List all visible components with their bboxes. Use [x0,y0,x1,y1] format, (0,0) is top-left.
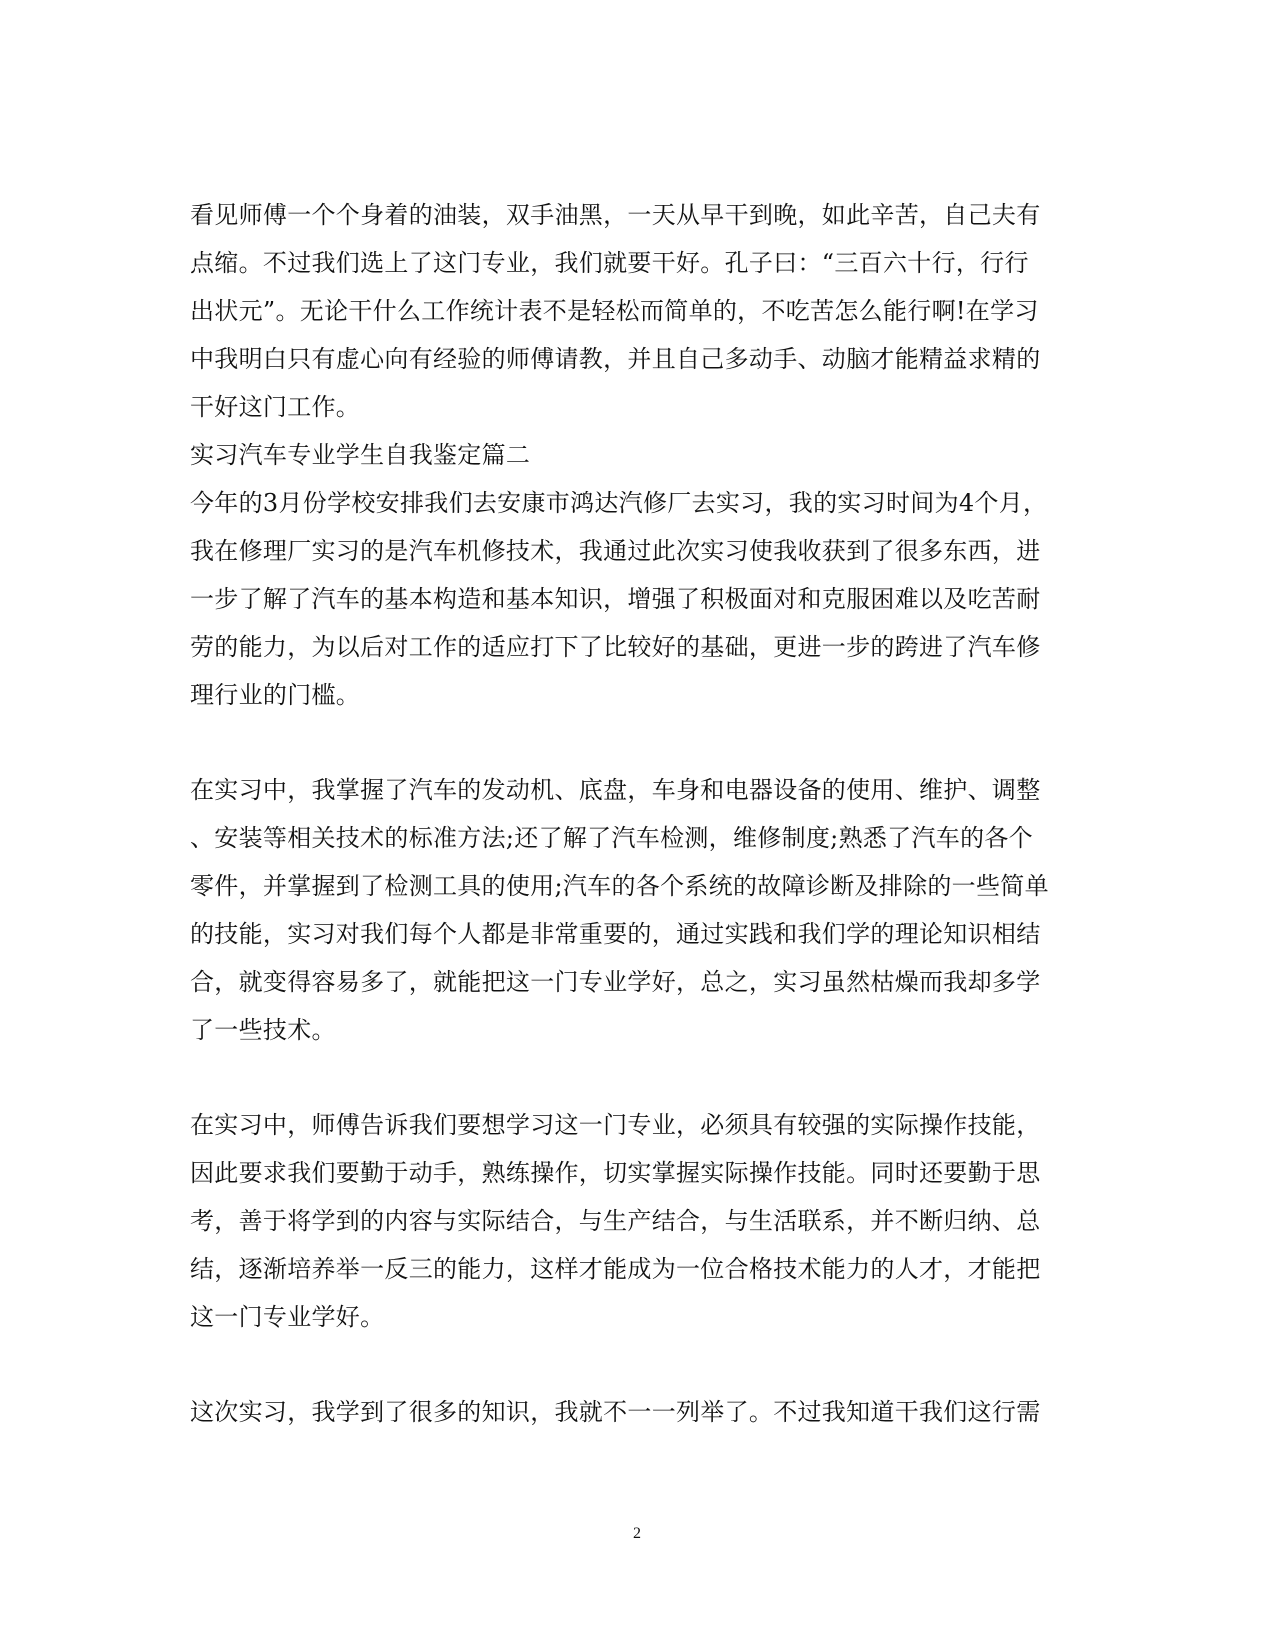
paragraph-3-line-6: 了一些技术。 [190,1016,336,1044]
paragraph-4-line-4: 结，逐渐培养举一反三的能力，这样才能成为一位合格技术能力的人才，才能把 [190,1255,1041,1283]
paragraph-2-line-4: 劳的能力，为以后对工作的适应打下了比较好的基础，更进一步的跨进了汽车修 [190,633,1041,661]
section-heading: 实习汽车专业学生自我鉴定篇二 [190,441,531,469]
paragraph-1-line-1: 看见师傅一个个身着的油装，双手油黑，一天从早干到晚，如此辛苦，自己夫有 [190,201,1041,229]
paragraph-2-line-3: 一步了解了汽车的基本构造和基本知识，增强了积极面对和克服困难以及吃苦耐 [190,585,1041,613]
paragraph-2-line-1: 今年的3月份学校安排我们去安康市鸿达汽修厂去实习，我的实习时间为4个月， [190,489,1048,517]
paragraph-4-line-2: 因此要求我们要勤于动手，熟练操作，切实掌握实际操作技能。同时还要勤于思 [190,1159,1041,1187]
paragraph-3-line-2: 、安装等相关技术的标准方法;还了解了汽车检测，维修制度;熟悉了汽车的各个 [190,824,1033,852]
paragraph-2-line-2: 我在修理厂实习的是汽车机修技术，我通过此次实习使我收获到了很多东西，进 [190,537,1041,565]
paragraph-2-line-5: 理行业的门槛。 [190,681,361,709]
paragraph-4-line-3: 考，善于将学到的内容与实际结合，与生产结合，与生活联系，并不断归纳、总 [190,1207,1041,1235]
paragraph-1-line-4: 中我明白只有虚心向有经验的师傅请教，并且自己多动手、动脑才能精益求精的 [190,345,1041,373]
paragraph-1-line-3: 出状元”。无论干什么工作统计表不是轻松而简单的，不吃苦怎么能行啊!在学习 [190,297,1039,325]
paragraph-1-line-5: 干好这门工作。 [190,393,361,421]
paragraph-5-line-1: 这次实习，我学到了很多的知识，我就不一一列举了。不过我知道干我们这行需 [190,1398,1041,1426]
paragraph-4-line-1: 在实习中，师傅告诉我们要想学习这一门专业，必须具有较强的实际操作技能， [190,1111,1041,1139]
paragraph-3-line-3: 零件，并掌握到了检测工具的使用;汽车的各个系统的故障诊断及排除的一些简单 [190,872,1049,900]
paragraph-3-line-5: 合，就变得容易多了，就能把这一门专业学好，总之，实习虽然枯燥而我却多学 [190,968,1041,996]
paragraph-4-line-5: 这一门专业学好。 [190,1303,385,1331]
paragraph-3-line-4: 的技能，实习对我们每个人都是非常重要的，通过实践和我们学的理论知识相结 [190,920,1041,948]
page-number: 2 [633,1525,641,1542]
paragraph-3-line-1: 在实习中，我掌握了汽车的发动机、底盘，车身和电器设备的使用、维护、调整 [190,776,1041,804]
paragraph-1-line-2: 点缩。不过我们选上了这门专业，我们就要干好。孔子曰：“三百六十行，行行 [190,249,1029,277]
